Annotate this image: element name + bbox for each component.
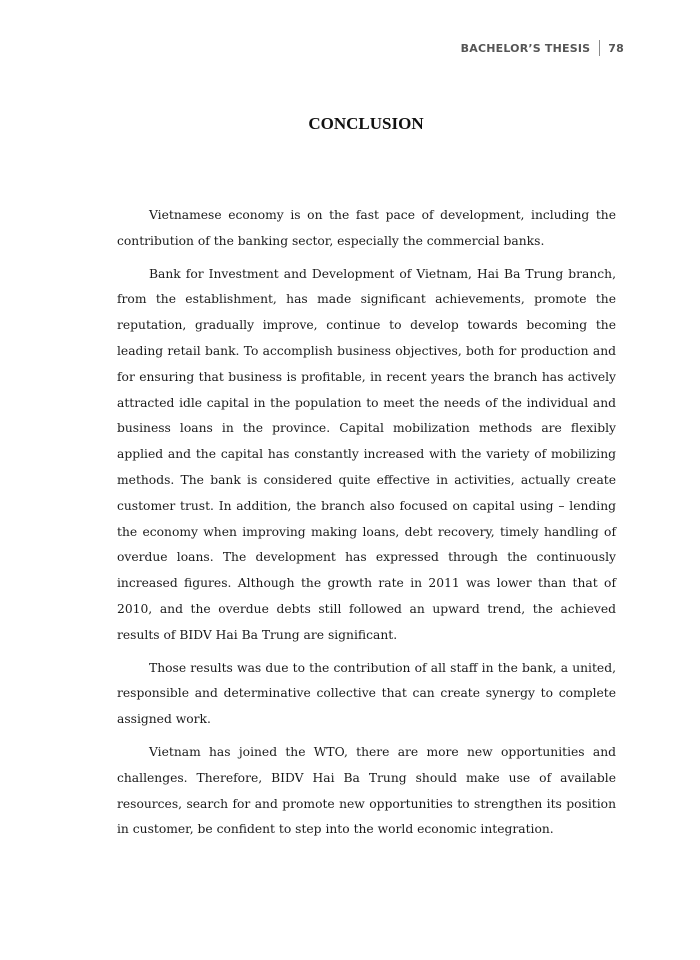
paragraph: Vietnamese economy is on the fast pace of development, including the contribution of the banking sector, especially the commercial banks. [117,208,616,248]
body-text [117,203,616,850]
page-title: CONCLUSION [308,114,424,133]
paragraph: Vietnam has joined the WTO, there are more new opportunities and challenges. Therefore, BIDV Hai Ba Trung should make use of available resources, search for and promote new opportunities to strengthen its position in customer, be confident to step into the world economic integration. [117,744,616,837]
paragraph: Those results was due to the contribution of all staff in the bank, a united, responsible and determinative collective that can create synergy to complete assigned work. [117,660,616,727]
running-header [461,40,624,56]
header-document-type: BACHELOR’S THESIS [460,41,591,55]
header-divider [599,40,600,56]
header-page-number: 78 [608,41,624,55]
paragraph: Bank for Investment and Development of Vietnam, Hai Ba Trung branch, from the establishment, has made significant achievements, promote the reputation, gradually improve, continue to develop towards becoming the leading retail bank. To accomplish business objectives, both for production and for ensuring that business is profitable, in recent years the branch has actively attracted idle capital in the population to meet the needs of the individual and business loans in the province. Capital mobilization methods are flexibly applied and the capital has constantly increased with the variety of mobilizing methods. The bank is considered quite effective in activities, actually create customer trust. In addition, the branch also focused on capital using – lending the economy when improving making loans, debt recovery, timely handling of overdue loans. The development has expressed through the continuously increased figures. Although the growth rate in 2011 was lower than that of 2010, and the overdue debts still followed an upward trend, the achieved results of BIDV Hai Ba Trung are significant. [117,266,616,642]
